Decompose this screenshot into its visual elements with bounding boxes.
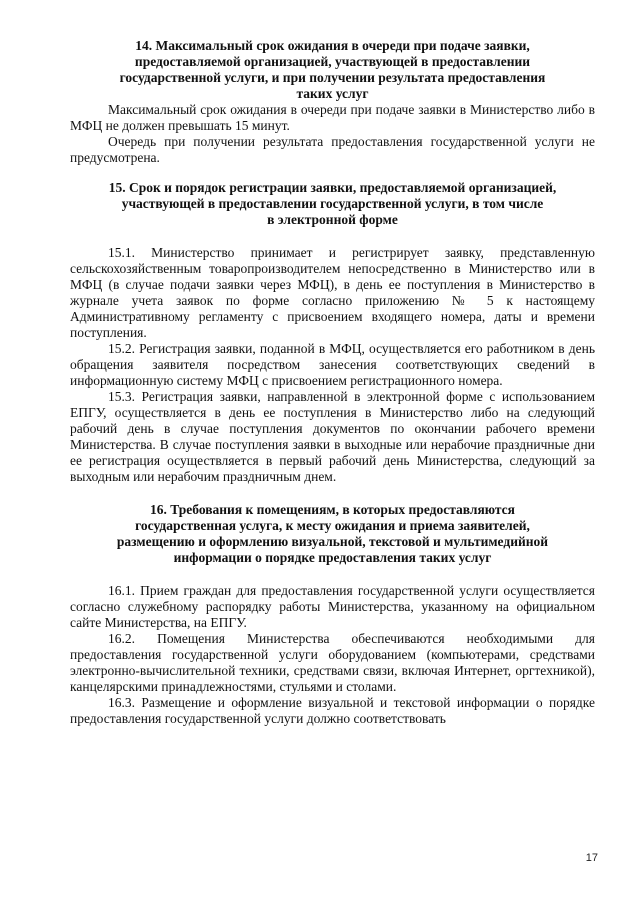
heading-line: таких услуг [296,86,369,101]
paragraph-15-1: 15.1. Министерство принимает и регистрирует заявку, представленную сельскохозяйственным товаропроизводителем непосредственно в Министерство или в МФЦ (в случае подачи заявки через МФЦ), в день ее поступления в Министерство в журнале учета заявок по форме согласно приложению № 5 к настоящему Административному регламенту с присвоением входящего номера, даты и времени поступления. [70,245,595,340]
page-number: 17 [585,852,598,864]
heading-line: 15. Срок и порядок регистрации заявки, предоставляемой организацией, [108,180,557,195]
paragraph-14-2: Очередь при получении результата предоставления государственной услуги не предусмотрена. [70,134,595,165]
heading-line: размещению и оформлению визуальной, текстовой и мультимедийной [116,534,549,549]
paragraph-16-2: 16.2. Помещения Министерства обеспечиваются необходимыми для предоставления государственной услуги оборудованием (компьютерами, средствами электронно-вычислительной техники, средствами связи, включая Интернет, оргтехникой), канцелярскими принадлежностями, стульями и столами. [70,631,595,694]
paragraph-16-1: 16.1. Прием граждан для предоставления государственной услуги осуществляется согласно служебному распорядку работы Министерства, указанному на официальном сайте Министерства, на ЕПГУ. [70,583,595,630]
paragraph-16-3: 16.3. Размещение и оформление визуальной и текстовой информации о порядке предоставления государственной услуги должно соответствовать [70,695,595,726]
heading-line: участвующей в предоставлении государственной услуги, в том числе [121,196,544,211]
section-16-heading [70,502,595,566]
heading-line: государственная услуга, к месту ожидания и приема заявителей, [135,518,530,533]
paragraph-15-2: 15.2. Регистрация заявки, поданной в МФЦ, осуществляется его работником в день обращения заявителя посредством занесения соответствующих сведений в информационную систему МФЦ с присвоением регистрационного номера. [70,341,595,388]
heading-line: 16. Требования к помещениям, в которых предоставляются [150,502,515,517]
page-content [70,38,595,727]
heading-line: 14. Максимальный срок ожидания в очереди при подаче заявки, [135,38,530,53]
heading-line: в электронной форме [267,212,398,227]
heading-line: государственной услуги, и при получении результата предоставления [119,70,546,85]
paragraph-15-3: 15.3. Регистрация заявки, направленной в электронной форме с использованием ЕПГУ, осуществляется в день ее поступления в Министерство либо на следующий рабочий день в случае поступления документов по окончании рабочего времени Министерства. В случае поступления заявки в выходные или нерабочие праздничные дни ее регистрация осуществляется в первый рабочий день Министерства, следующий за выходным или нерабочим праздничным днем. [70,389,595,484]
section-15-heading [70,180,595,228]
heading-line: информации о порядке предоставления таких услуг [173,550,492,565]
heading-line: предоставляемой организацией, участвующей в предоставлении [134,54,531,69]
section-14-heading [70,38,595,102]
paragraph-14-1: Максимальный срок ожидания в очереди при подаче заявки в Министерство либо в МФЦ не должен превышать 15 минут. [70,102,595,133]
